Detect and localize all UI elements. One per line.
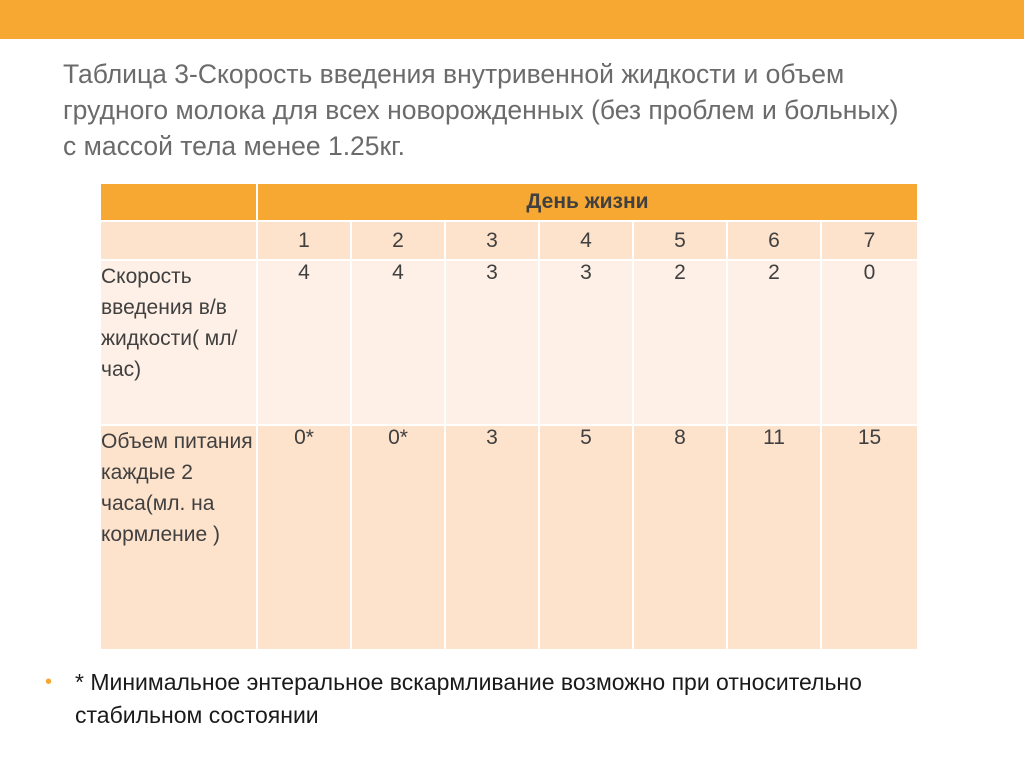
day-cell: 1 <box>257 221 351 260</box>
table-cell: 4 <box>351 260 445 425</box>
slide-title: Таблица 3-Скорость введения внутривенной жидкости и объем грудного молока для всех новорожденных (без проблем и больных) с массой тела менее 1.25кг. <box>63 59 899 161</box>
table-cell: 4 <box>257 260 351 425</box>
day-cell: 7 <box>821 221 918 260</box>
row-label-iv-rate: Скорость введения в/в жидкости( мл/час) <box>100 260 257 425</box>
table-cell: 5 <box>539 425 633 650</box>
day-cell: 2 <box>351 221 445 260</box>
table-cell: 0 <box>821 260 918 425</box>
footnote <box>45 666 945 732</box>
day-cell: 3 <box>445 221 539 260</box>
footnote-text: * Минимальное энтеральное вскармливание возможно при относительно стабильном состоянии <box>75 669 862 728</box>
table-row <box>100 260 918 425</box>
day-cell: 5 <box>633 221 727 260</box>
table-cell: 8 <box>633 425 727 650</box>
table-cell: 3 <box>539 260 633 425</box>
day-cell: 4 <box>539 221 633 260</box>
table-cell: 15 <box>821 425 918 650</box>
table-cell: 0* <box>257 425 351 650</box>
day-empty-cell <box>100 221 257 260</box>
table-cell: 11 <box>727 425 821 650</box>
bullet-icon: • <box>45 671 53 693</box>
table-cell: 0* <box>351 425 445 650</box>
table-cell: 2 <box>633 260 727 425</box>
table-header-row <box>100 183 918 221</box>
table-cell: 3 <box>445 425 539 650</box>
table-cell: 2 <box>727 260 821 425</box>
top-accent-bar <box>0 0 1024 39</box>
table-row <box>100 425 918 650</box>
row-label-feeding-volume: Объем питания каждые 2 часа(мл. на кормление ) <box>100 425 257 650</box>
day-numbers-row <box>100 221 918 260</box>
header-empty-cell <box>100 183 257 221</box>
header-day-of-life: День жизни <box>257 183 918 221</box>
feeding-table <box>99 182 919 651</box>
table-cell: 3 <box>445 260 539 425</box>
day-cell: 6 <box>727 221 821 260</box>
